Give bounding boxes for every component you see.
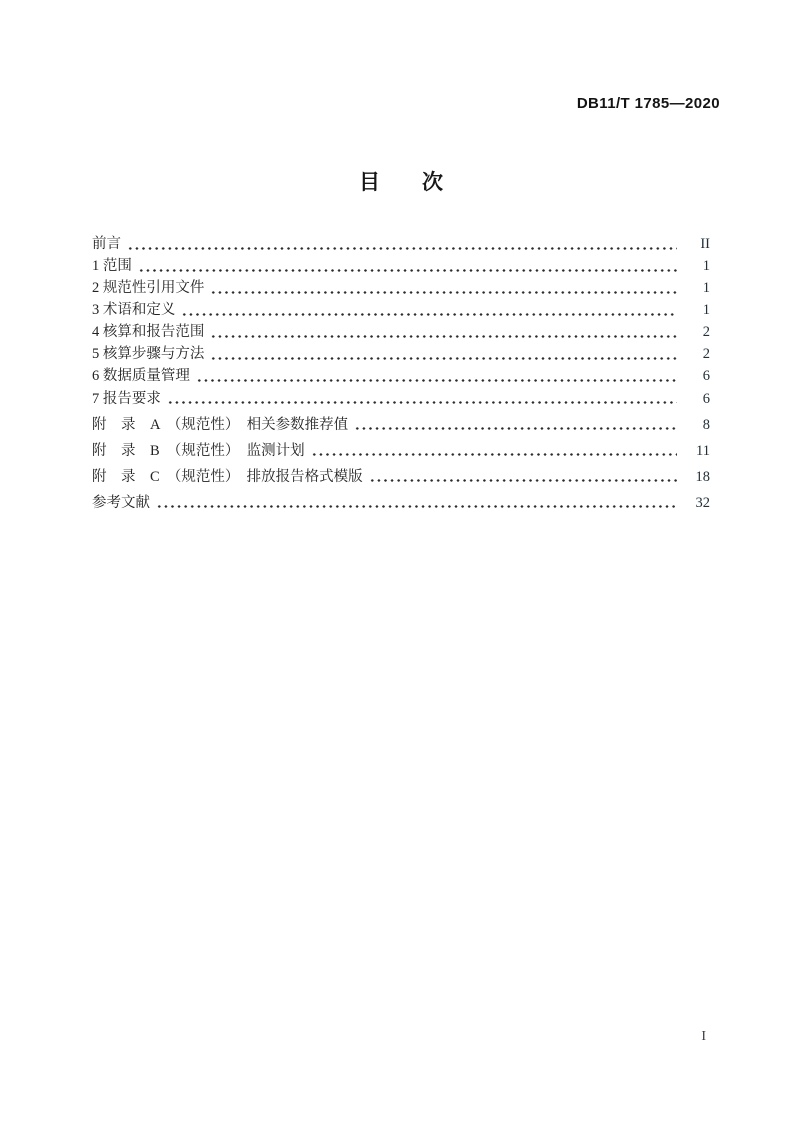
toc-entry [92,252,710,274]
toc-entry-page-number: 11 [696,442,710,459]
toc-dot-leader [210,291,677,294]
toc-dot-leader [210,335,677,338]
toc-entry-label: 附 录 C （规范性） 排放报告格式模版 [92,468,363,485]
toc-dot-leader [196,379,677,382]
standard-code-header: DB11/T 1785—2020 [576,95,720,112]
toc-entry [92,485,710,511]
toc-entry-page-number: 1 [702,257,710,274]
toc-entry-label: 附 录 B （规范性） 监测计划 [92,442,305,459]
toc-entry [92,407,710,433]
toc-dot-leader [354,427,677,430]
toc-list [92,230,710,511]
toc-entry-page-number: 1 [702,302,710,319]
toc-entry-page-number: 2 [702,346,710,363]
toc-dot-leader [181,313,677,316]
toc-entry-page-number: 18 [695,468,710,485]
toc-entry-page-number: 32 [695,494,710,511]
toc-entry-label: 6 数据质量管理 [92,368,190,385]
toc-dot-leader [138,269,677,272]
toc-entry-label: 2 规范性引用文件 [92,280,205,297]
toc-entry [92,459,710,485]
page-title: 目 次 [359,171,443,194]
toc-dot-leader [210,357,677,360]
toc-entry [92,363,710,385]
toc-entry-label: 5 核算步骤与方法 [92,346,205,363]
toc-entry-label: 前言 [92,235,121,252]
toc-entry-label: 4 核算和报告范围 [92,324,205,341]
toc-entry-page-number: 6 [702,390,710,407]
toc-dot-leader [167,401,677,404]
toc-entry-page-number: 6 [702,368,710,385]
toc-entry [92,385,710,407]
toc-entry-label: 附 录 A （规范性） 相关参数推荐值 [92,416,349,433]
toc-entry-page-number: II [700,235,710,252]
toc-entry [92,318,710,340]
page-number-footer: I [701,1029,706,1044]
toc-dot-leader [156,505,677,508]
toc-entry [92,340,710,362]
toc-entry-label: 3 术语和定义 [92,302,176,319]
toc-entry-label: 7 报告要求 [92,390,161,407]
toc-entry-page-number: 1 [702,280,710,297]
toc-dot-leader [369,479,677,482]
toc-entry [92,296,710,318]
toc-entry-label: 1 范围 [92,257,132,274]
toc-entry-page-number: 8 [702,416,710,433]
toc-entry [92,230,710,252]
toc-entry-page-number: 2 [702,324,710,341]
toc-entry [92,433,710,459]
toc-dot-leader [127,247,677,250]
toc-dot-leader [311,453,677,456]
toc-entry-label: 参考文献 [92,494,150,511]
toc-entry [92,274,710,296]
